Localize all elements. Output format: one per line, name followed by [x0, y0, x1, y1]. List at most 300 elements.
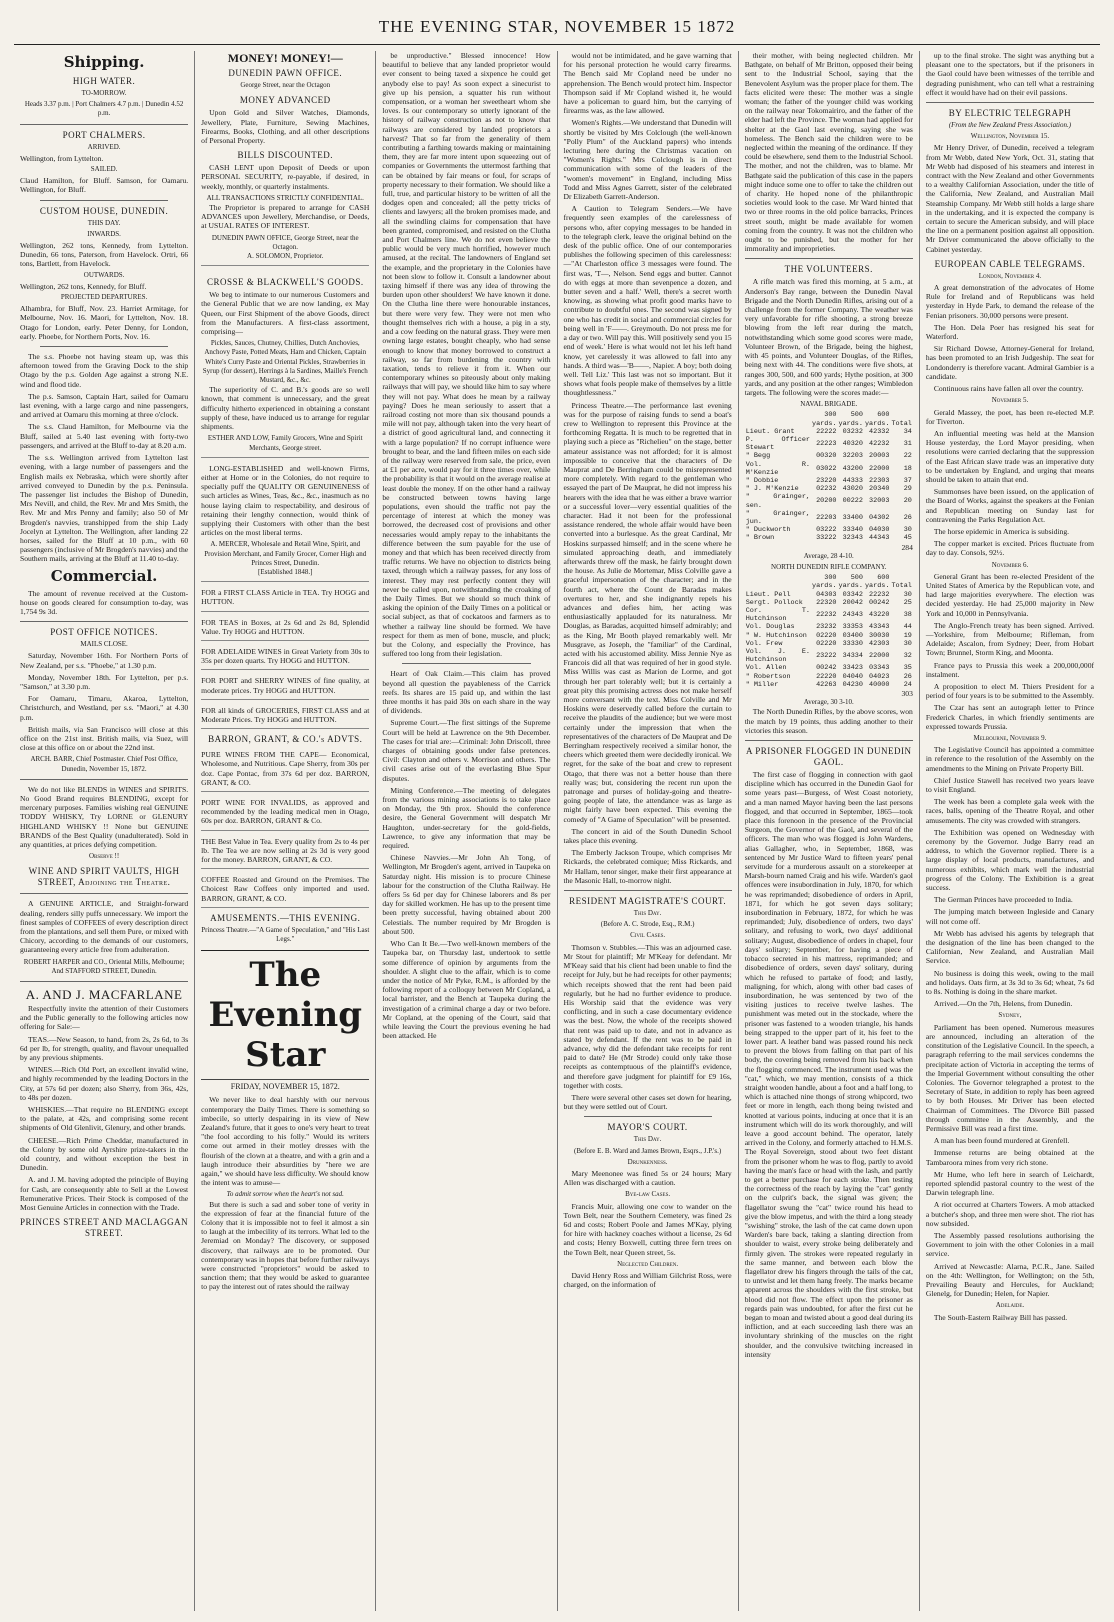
news-item: Heart of Oak Claim.—This claim has proved beyond all question the payableness of the Carrick reefs. Its shares are 15 paid up, and within the last three months it has paid 30s on each share in the way of dividends. [382, 669, 551, 716]
nov6-dateline: November 6. [991, 560, 1029, 569]
cable-item: The Legislative Council has appointed a committee in reference to the resolution of the Assembly on the amendments to the Mining on Private Property Bill. [925, 745, 1095, 773]
sailed-label: SAILED. [90, 165, 118, 174]
cable-item: General Grant has been re-elected President of the United States of America by the Republican vote, and had large majorities everywhere. The election was decided yesterday. He had 25,000 majority in New York and 10,000 in Pennsylvania. [925, 571, 1095, 618]
cable-item: Summonses have been issued, on the application of the Board of Works, against the speakers at the Fenian and Republican meeting on Sunday last for contravening the Parks Regulation Act. [925, 487, 1095, 524]
barron-advert: PURE WINES FROM THE CAPE— Economical, Wholesome, and Nutritious. Cape Sherry, from 30s per doz. Cape Pontac, from 37s 6d per doz. BARRON, GRANT, & CO. [201, 747, 369, 792]
leader-paragraph: But there is such a sad and sober tone of verity in the expression of fear at the financial future of the Colony that it is impossible not to feel it almost a sin to laugh at the imbecility of its terrors. What led to the Jeremiad on Monday? The discovery, or supposed discovery, that railways are to be promoted. Our contemporary was in hopes that before further railways were constructed "proprietors" would be asked to sanction them; that they would be asked to guarantee to pay the interest out of rates should the railway [201, 1199, 370, 1292]
score-cell: 18 [903, 464, 912, 473]
macfarlane-intro: Respectfully invite the attention of their Customers and the Public generally to the following articles now offering for Sale:— [20, 1004, 189, 1032]
evening-star-nameplate: The Evening Star [201, 950, 369, 1080]
cable-item: The Hon. Dela Poer has resigned his seat for Waterford. [925, 322, 1095, 342]
wellington-dateline: Wellington, November 15. [970, 132, 1050, 141]
pawn-office-title: DUNEDIN PAWN OFFICE. [228, 68, 343, 79]
cable-item: The copper market is excited. Prices fluctuate from day to day. Consols, 92½. [925, 539, 1095, 558]
score-cell: 25 [903, 598, 912, 607]
barron-advert: THE Best Value in Tea. Every quality from 2s to 4s per lb. The Tea we are now selling at 2s 3d is very good for the money. BARRON, GRANT, & CO. [201, 834, 369, 870]
score-row [745, 574, 913, 582]
score-row [745, 534, 913, 542]
post-paragraph: For Oamaru, Timaru, Akaroa, Lyttelton, Christchurch, and Westland, per s.s. "Maori," at 4.30 p.m. [20, 694, 189, 722]
score-cell: " Miller [745, 680, 779, 689]
cable-item: The Exhibition was opened on Wednesday with ceremony by the Governor. Judge Barry read an address, to which the Governor replied. There is a large display of local products, manufactures, and numerous exhibits, which mark well the industrial progress of the Colony. The Exhibition is a great success. [925, 827, 1095, 893]
mayor-before: (Before E. B. Ward and James Brown, Esqrs., J.P.'s.) [574, 1146, 722, 1155]
score-cell: 22232 [816, 611, 837, 620]
teas-item: TEAS.—New Season, to hand, from 2s, 2s 6d, to 3s 6d per lb, for strength, quality, and flavour unequalled by any previous shipments. [20, 1034, 189, 1063]
score-row [745, 582, 913, 590]
hogg-hutton-advert: FOR ADELAIDE WINES in Great Variety from 30s to 35s per dozen quarts. Try HOGG and HUTTON. [201, 644, 369, 670]
established-note: [Established 1848.] [258, 567, 313, 576]
post-paragraph: British mails, via San Francisco will close at this office on the 21st inst. British mails, via Suez, will close at this office on or about the 22nd inst. [20, 724, 189, 753]
issue-date: FRIDAY, NOVEMBER 15, 1872. [230, 1082, 340, 1092]
score-cell: 43200 [842, 464, 863, 473]
score-cell: 23222 [816, 652, 837, 661]
score-cell: 42263 [816, 680, 837, 689]
european-heading: EUROPEAN CABLE TELEGRAMS. [934, 258, 1086, 269]
court-paragraph: There were several other cases set down for hearing, but they were settled out of Court. [563, 1092, 732, 1112]
score-cell: 20 [903, 497, 912, 506]
score-cell: 20200 [816, 497, 837, 506]
score-cell: 00242 [869, 598, 890, 607]
outwards-label: OUTWARDS. [83, 270, 125, 279]
news-item: would not be intimidated, and he gave warning that for his personal protection he would carry firearms. The Bench said Mr Copland need be under no apprehension. The Bench would protect him. Inspector Thompson said if Mr Copland wished it, he would have a policeman to guard him, but the carrying of firearms was, as the law allowed. [563, 51, 732, 116]
score-cell: 31 [903, 440, 912, 449]
score-cell: 45 [903, 534, 912, 543]
score-cell: 30 [903, 639, 912, 648]
naval-average: Average, 28 4-10. [803, 551, 854, 560]
ndr-label: NORTH DUNEDIN RIFLE COMPANY. [771, 562, 887, 571]
score-cell [745, 582, 811, 590]
score-cell: 03342 [842, 590, 863, 599]
barron-heading: BARRON, GRANT, & CO.'s ADVTS. [208, 734, 363, 745]
cable-item: The jumping match between Ingleside and Canary will not come off. [925, 907, 1095, 926]
postmaster-signature: ARCH. BARR, Chief Postmaster. Chief Post Office, Dunedin, November 15, 1872. [30, 755, 178, 773]
score-cell: 42332 [869, 427, 890, 436]
civil-cases-label: Civil Cases. [630, 931, 666, 940]
shipping-paragraph: The p.s. Samson, Captain Hart, sailed for Oamaru last evening, with a large cargo and nine passengers, and arrived at Oamaru this morning at three o'clock. [20, 391, 189, 420]
score-cell: P. Officer Stewart [745, 435, 810, 453]
blends-advert: We do not like BLENDS in WINES and SPIRITS. No Good Brand requires BLENDING, except for mercenary purposes. Families wishing real GENUINE TODDY WHISKY, Try LORNE or GLENURY HIGHLAND WHISKY !! None but GENUINE BRANDS of the Best Quality (unadulterated). Sold in any quantities, at prices defying competition. [20, 784, 189, 849]
tide-table: Heads 3.37 p.m. | Port Chalmers 4.7 p.m. | Dunedin 4.52 p.m. [24, 100, 184, 118]
score-row [745, 452, 913, 460]
cable-item: A proposition to elect M. Thiers President for a period of four years is to be submitted to the Assembly. [925, 681, 1095, 701]
score-row [745, 493, 913, 509]
commercial-heading: Commercial. [50, 566, 158, 585]
score-cell: 37 [903, 476, 912, 485]
news-item: A Caution to Telegram Senders.—We have frequently seen examples of the carelessness of persons who, after copying messages to be handed in to the telegraph clerk, leave the original behind on the desk of the public office. One of our contemporaries publishes the following specimen of this carelessness:—"At Charleston office 3 messages were found. The first was, 'T—, Nelson. Send eggs and butter. Cannot do with eggs at more than sevenpence a dozen, and butter seven and a half.' Well, there's a secret worth knowing, as showing what profit good marks have to contribute to doubtful ones. The second was signed by one who has credit in social and commercial circles for being well in 'F——. Greymouth. Do not press me for a day or two. Will pay this. Will positively send you 15 end of week.' Here is what would not let his left hand know, yet carelessly it was allowed to fall into any hands. A third was—'B——, Napier. A boy; both doing well. Tell Liz.' This last was not so important. But it shows what fools people make of themselves by a little thoughtlessness." [563, 204, 732, 398]
post-paragraph: Saturday, November 16th. For Northern Ports of New Zealand, per s.s. "Phoebe," at 1.30 p.m. [20, 651, 189, 670]
score-cell: 40000 [869, 680, 890, 689]
score-cell: 44333 [842, 476, 863, 485]
esther-low-signature: ESTHER AND LOW, Family Grocers, Wine and Spirit Merchants, George street. [207, 434, 363, 452]
score-cell: Vol. Douglas [745, 623, 795, 632]
column-4 [558, 51, 739, 1611]
pawn-office-advert [201, 51, 369, 266]
bills-discounted: BILLS DISCOUNTED. [237, 150, 333, 161]
this-day-label: THIS DAY. [87, 218, 121, 227]
cable-item: Mr Hume, who left here in search of Leichardt, reported splendid pastoral country to the west of the Darwin telegraph line. [925, 1169, 1095, 1198]
score-cell: 23220 [816, 476, 837, 485]
score-cell: 600 [877, 574, 890, 583]
cable-item: The Czar has sent an autograph letter to Prince Frederick Charles, in which friendly sentiments are expressed towards Prussia. [925, 703, 1095, 731]
score-cell: yards. [812, 582, 837, 591]
macfarlane-closing: A. and J. M. having adopted the principle of Buying for Cash, are consequently able to Sell at the Lowest Remunerative Prices. Their Stock is composed of the Most Genuine Articles in connection with the Trade. [20, 1175, 189, 1213]
score-cell: 22232 [869, 590, 890, 599]
score-row [745, 428, 913, 436]
score-cell: 22 [903, 452, 912, 461]
score-cell: 33330 [842, 639, 863, 648]
score-cell: 26 [903, 513, 912, 522]
money-advanced: MONEY ADVANCED [239, 95, 331, 106]
telegraph-paragraph: Mr Henry Driver, of Dunedin, received a telegram from Mr Webb, dated New York, Oct. 31, stating that Mr Webb had disposed of his steamers and interest in contract with the New Zealand and other Governments to a wealthy Californian Association, under the title of the California, New Zealand, and Australian Mail Steamship Company. Mr Webb still holds a large share in the undertaking, and it is expected the company is certain to secure the American subsidy, and will place the line on a permanent position against all opposition. Mr Driver communicated the above officially to the Cabinet yesterday. [925, 143, 1095, 254]
score-cell: 32 [903, 652, 912, 661]
score-cell: " Brown [745, 534, 775, 543]
cable-item: Arrived.—On the 7th, Helens, from Dunedin. [933, 999, 1073, 1009]
score-cell: 600 [877, 411, 890, 420]
leader-paragraph: We never like to deal harshly with our nervous contemporary the Daily Times. There is something so imbecile, so utterly despairing in its view of New Zealand's future, that it goes to one's very heart to treat "the fool according to his folly." Would its writers come out armed in their motley dresses with the flourish of the clown at a theatre, and with a grin and a laugh introduce their absurdities by "here we are again," we should have less difficulty. We should know the intent was to amuse— [201, 1095, 370, 1188]
score-cell: Lieut. Pell [745, 590, 791, 599]
commercial-paragraph: The amount of revenue received at the Custom-house on goods cleared for consumption to-day, was 1,754 9s 3d. [20, 588, 189, 616]
cable-item: The German Princes have proceeded to India. [933, 895, 1073, 905]
score-cell: 44343 [869, 534, 890, 543]
news-item: Chinese Navvies.—Mr John Ah Tong, of Wellington, Mr Brogden's agent, arrived in Taupeka on Saturday night. His mission is to procure Chinese labour for the construction of the Clutha Railway. He offers 5s 6d per day for Chinese laborers and 8s per day for skilled workmen. He has up to the present time been pretty successful, having obtained about 200 Celestials. The number required by Mr Brogden is about 500. [382, 853, 551, 936]
score-cell: 04303 [816, 590, 837, 599]
news-item: Supreme Court.—The first sittings of the Supreme Court will be held at Lawrence on the 9th December. The cases for trial are:—Criminal: John Driscoll, three charges of obtaining goods under false pretences. Civil: Clayton and others v. Morrison and others. The civil cases arise out of the everlasting Blue Spur disputes. [382, 718, 551, 783]
observe-label: Observe !! [88, 852, 120, 861]
score-cell: 22320 [816, 598, 837, 607]
news-item: The Emberly Jackson Troupe, which comprises Mr Rickards, the celebrated comique; Miss Rickards, and Mr Hallam, tenor singer, make their first appearance at the Masonic Hall, to-morrow night. [563, 848, 732, 885]
high-water-heading: HIGH WATER. [72, 76, 136, 86]
score-cell: 32003 [869, 497, 890, 506]
score-cell: " Robertson [745, 672, 791, 681]
mails-close-label: MAILS CLOSE. [80, 640, 128, 649]
crosse-blackwell-advert [201, 269, 369, 457]
pawn-text: Upon Gold and Silver Watches, Diamonds, Jewellery, Plate, Furniture, Sewing Machines, Firearms, Books, Clothing, and all other descriptions of Personal Property. [201, 108, 370, 146]
naval-total: 284 [901, 542, 913, 552]
princes-street-footer: PRINCES STREET AND MACLAGGAN STREET. [20, 1217, 189, 1239]
score-cell: 04230 [842, 680, 863, 689]
score-row [745, 461, 913, 477]
score-cell: Cor. T. Hutchinson [745, 606, 810, 624]
rm-before: (Before A. C. Strode, Esq., R.M.) [600, 920, 695, 929]
score-cell: Vol. Allen [745, 664, 787, 673]
hogg-hutton-advert: FOR TEAS in Boxes, at 2s 6d and 2s 8d, Splendid Value. Try HOGG and HUTTON. [201, 615, 369, 641]
cable-item: The South-Eastern Railway Bill has passed. [933, 1312, 1068, 1322]
wines-item: WINES.—Rich Old Port, an excellent invalid wine, and highly recommended by the leading Doctors in the City, at 57s 6d per dozen; also Sherry, from 36s, 42s, to 48s per dozen. [20, 1065, 189, 1102]
score-cell: 33400 [842, 513, 863, 522]
score-cell: 35 [903, 664, 912, 673]
score-row [745, 436, 913, 452]
money-heading: MONEY! MONEY!— [227, 51, 343, 65]
whiskies-item: WHISKIES.—That require no BLENDING except to the palate, at 42s, and comprising some recent shipments of Old Glenlivit, Glenury, and other brands. [20, 1105, 189, 1133]
prisoner-continued: up to the final stroke. The sight was anything but a pleasant one to the spectators, but if the prisoners in the Gaol could have been witnesses of the terrible and degrading punishment, who can tell what a restraining effect it would have had on their evil passions. [925, 51, 1095, 97]
score-cell: 33423 [842, 664, 863, 673]
score-cell: 00222 [842, 497, 863, 506]
naval-brigade-label: NAVAL BRIGADE. [800, 400, 858, 409]
news-item: Mining Conference.—The meeting of delegates from the various mining associations is to take place on Monday, the 9th prox. Should the conference desire, the General Government will despatch Mr Haughton, under-secretary for the gold-fields, Lawrence, to give any information that may be required. [382, 785, 551, 851]
score-cell: 22303 [869, 476, 890, 485]
adelaide-dateline: Adelaide. [995, 1301, 1025, 1310]
cable-item: Immense returns are being obtained at the Tambaroora mines from very rich stone. [925, 1148, 1095, 1167]
leader-quote: To admit sorrow when the heart's not sad. [226, 1190, 344, 1199]
score-cell: 22203 [816, 513, 837, 522]
telegraph-heading: BY ELECTRIC TELEGRAPH [948, 108, 1072, 119]
crosse-heading: CROSSE & BLACKWELL'S GOODS. [206, 277, 364, 288]
score-row [745, 485, 913, 493]
score-row [745, 526, 913, 534]
ndr-total: 303 [901, 689, 913, 699]
score-cell [745, 411, 811, 419]
court-paragraph: Mary Meenonee was fined 5s or 24 hours; Mary Allen was discharged with a caution. [563, 1168, 732, 1188]
shipping-paragraph: The s.s. Claud Hamilton, for Melbourne via the Bluff, sailed at 5.40 last evening with forty-two passengers, and arrived at the Bluff to-day at 8.20 a.m. [20, 422, 189, 450]
score-row [745, 681, 913, 689]
shipping-heading: Shipping. [63, 53, 145, 71]
score-cell: 38 [903, 611, 912, 620]
cable-item: Chief Justice Stawell has received two years leave to visit England. [925, 775, 1095, 795]
score-cell: 22000 [869, 464, 890, 473]
london-dateline: London, November 4. [978, 271, 1042, 280]
telegraph-source: (From the New Zealand Press Association.) [948, 121, 1072, 130]
cash-text: CASH LENT upon Deposit of Deeds or upon PERSONAL SECURITY, re-payable, if desired, in weekly, monthly, or quarterly instalments. [201, 163, 370, 191]
score-cell: 02220 [816, 639, 837, 648]
volunteers-heading: THE VOLUNTEERS. [784, 264, 873, 275]
court-continued: their mother, with being neglected children. Mr Bathgate, on behalf of Mr Britton, opposed their being sent to the Industrial School, saying that the Benevolent Asylum was the proper place for them. The facts elicited were these: The mother was a single woman; the father of the younger child was working on the railway near Tokomairiro, and the father of the elder had left the Province. The woman had applied for shelter at the Gaol last evening, saying she was homeless. The Bench said the children were to be neglected within the meaning of the ordinance. If they could be elsewhere, send them to the Industrial School. The mother, and not the children, was to blame. Mr Bathgate said the publication of this case in the papers might induce some one to offer to take the children out of charity. He hoped none of the philanthropic societies would look to the case. Mr Ward hinted that two or three rooms in the old police barracks, Princes street south, might be made available for women coming from the country. It was not the children who ought to be punished, but the mother for her immorality and improprieties. [744, 51, 913, 254]
inwards-text: Wellington, 262 tons, Kennedy, from Lyttelton. Dunedin, 66 tons, Paterson, from Havelock. Ortri, 66 tons, Bartlett, from Havelock. [20, 241, 189, 269]
prisoner-paragraph: The first case of flogging in connection with gaol discipline which has occurred in the Dunedin Gaol for some years past—Burgess, of West Coast notoriety, and a man named Mayor having been the last persons flogged, and that occurred in September, 1865—took place this forenoon in the presence of the Provincial Surgeon, the Governor of the Gaol, and several of the officers. The man who was flogged is John Wardens, alias Gallagher, who, in September, 1868, was sentenced by Mr Justice Ward to fifteen years' penal servitude for a murderous assault on a storekeeper at Marsh-bourn named Craig and his wife. Warden's gaol offences were insubordination in July, 1870, for which he was reprimanded; disobedience of orders in April, 1871, for which he got seven days solitary; insubordination in February, 1872, for which he was reprimanded; July, disobedience of orders, two days' solitary, and refusing to work, two days' additional solitary; August, disobedience of orders in chapel, four days' solitary; September, for having a piece of tobacco secreted in his mattress, reprimanded; and disobedience of orders, seven days' solitary, during which he refused to partake of food; and lastly, maligning, for which, along with other bad cases of insubordination, he was sentenced by two of the visiting justices to receive twelve lashes. The punishment was meted out in the stockade, where the prisoner was fastened to a wooden triangle, his hands being strapped to the upper part of it, his feet to the lower part. A leather band was passed round his neck to prevent the blows from falling on that part of his body, the covering being removed from his back when the flogging commenced. The instrument used was the "cat," which, we may mention, consists of a thick straight wooden handle, about a foot and a half long, to which is attached nine thongs of strong whipcord, two feet or more in length, each thong being twisted and knotted at various points, inducing at once that it is an instrument which will do its work thoroughly, and will leave a good account behind. The operator, lately arrived in the Colony, and formerly attached to H.M.S. The Royal Sovereign, stood about two feet distant from the prisoner whom he was to flog, partly to avoid having the man's face or head with the lash, and partly to get a better purchase for each stroke. Then testing the correctness of the reach by laying the "cat" gently on the culprit's back, the signal was given; the flagellator swung the "cat" twice round his head to give the blow impetus, and with the third a long steady "swishing" stroke, the lash of the cat came down upon Warden's bare back, taking a slanting direction from shoulder to waist, every stroke being deliberately and firmly given. The strokes were repeated regularly in the same manner, and between each blow the flagellator drew his fingers through the tails of the cat, to untwist and let them hang freely. The marks became apparent across the shoulders with the first stroke, but blood did not flow. The effect upon the prisoner as regards pain was undoubted, for after the first cut he began to moan and twisted about a good deal during its infliction, and at each succeeding lash there was an involuntary shrinking of the muscles on the right shoulder, and the convulsive twitching increased in intensity [744, 770, 913, 1359]
score-cell: 22000 [869, 652, 890, 661]
melbourne-dateline: Melbourne, November 9. [973, 734, 1047, 742]
crosse-text: We beg to intimate to our numerous Customers and the General Public that we are now landing, ex May Queen, our First Shipment of the above Goods, direct from the Manufacturers. A first-class assortment, comprising— [201, 290, 370, 337]
score-cell: 04030 [869, 526, 890, 535]
cable-item: Mr Webb has advised his agents by telegraph that the designation of the line has been changed to the Californian, New Zealand, and Australian Mail Service. [925, 928, 1095, 966]
score-cell: 29 [903, 485, 912, 494]
coffee-advert: A GENUINE ARTICLE, and Straight-forward dealing, renders silly puffs unnecessary. We import the finest samples of COFFEES of every description direct from the plantations, and sell them Pure, or mixed with Chicory, according to the demands of our customers, guaranteeing every article free from adulteration. [20, 899, 189, 955]
wine-vaults-heading: WINE AND SPIRIT VAULTS, HIGH STREET, Adjoining the Theatre. [28, 866, 180, 888]
score-cell: 02220 [816, 631, 837, 640]
score-row [745, 477, 913, 485]
score-cell: 500 [850, 411, 863, 420]
score-row [745, 640, 913, 648]
prisoner-heading: A PRISONER FLOGGED IN DUNEDIN GAOL. [746, 746, 912, 768]
score-cell: 24343 [842, 611, 863, 620]
cable-item: The Anglo-French treaty has been signed. Arrived.—Yorkshire, from Melbourne; Rifleman, from Adelaide; Ascalon, from Sydney; Deer, from Hobart Town; Brunnel, Storm King, and Moonta. [925, 620, 1095, 658]
hogg-hutton-advert: FOR PORT and SHERRY WINES of fine quality, at moderate prices. Try HOGG and HUTTON. [201, 673, 369, 699]
score-cell [890, 574, 912, 582]
score-cell: 20042 [842, 598, 863, 607]
shipping-paragraph: The s.s. Phoebe not having steam up, was this afternoon towed from the Graving Dock to the ship Otago by the p.s. Golden Age against a strong N.E. wind and flood tide. [20, 352, 189, 389]
cable-item: Continuous rains have fallen all over the country. [933, 384, 1084, 394]
nov5-dateline: November 5. [991, 396, 1029, 405]
leader-continued: be unproductive." Blessed innocence! How beautiful to believe that any landed proprietor would ever consent to being taxed a sixpence he could get anybody else to pay! As soon expect a sinecurist to give up his pension, a squatter his run without compensation, or a woman her sweetheart whom she loves. Is our contemporary so utterly ignorant of the history of railway construction as not to know that railways are considered by landed proprietors a harvest? That so far from the generality of them contributing a farthing towards making or maintaining them, they are far more intent upon squeezing out of companies or Governments the uttermost farthing that can be obtained by fair means or foul, for scraps of property necessary to their formation. We should like a full, true, and particular history to be written of all the dodges open and concealed; all the petty tricks of clients and lawyers; all the broken promises made, and all the swindling claims for compensation that have been granted, compromised, and resisted on the Clutha and Port Chalmers line. We do not even believe the public would be very much horrified, however much amused, at the recital. The landowners of England set the example, and the proprietary in the Colonies have not been slow to follow it. Consult a landowner about taxing himself if there was any idea of throwing the burden upon other shoulders! We have known it done. On the Clutha line there were honourable instances, but there were very few. They were not men who thought themselves rich with a house, a pig in a sty, and a cow feeding on the natural grass. They were men owning large estates, bought cheaply, who had sense enough to know that money borrowed to construct a railway, so far from burdening the country with taxation, tends to relieve it from it. When our contemporary whines so piteously about only making railways that will pay, we should like him to say where they will not pay. What does he mean by a railway paying? Does he mean seriously to assert that a railroad costing not more than six thousand pounds a mile will not pay, although taken into the very heart of a district of good agricultural land, and connecting it with a large population? If no corrupt influence were brought to bear, and the land fifteen miles on each side of the railway were reserved from sale, the price, even at £1 per acre, would pay for it three times over, while the probability is that it would on the average realise at least double the money. If on the other hand a railway be constructed between towns having large populations, even should the traffic not pay the percentage of interest at which the money was borrowed, the decreased cost of provisions and other necessaries would amply repay to the inhabitants the difference between the sum payable for the use of money and that which has been received directly from traffic returns. We have no objection to districts being taxed, through which a railway passes, for any loss of interest. They may rest perfectly content they will never be called upon, notwithstanding the croaking of the Daily Times. But we should so much think of asking the opinion of the Daily Times on a political or social subject, as that of cockatoos and farmers as to whether a railway line should be formed. We have respect for them as men of bone, muscle, and pluck; but the Colony, and especially the Province, has suffered too long from their legislation. [382, 51, 551, 659]
score-cell: 33353 [842, 623, 863, 632]
mayors-court-heading: MAYOR'S COURT. [607, 1122, 688, 1133]
score-row [745, 599, 913, 607]
court-paragraph: Thomson v. Stubbles.—This was an adjourned case. Mr Stout for plaintiff; Mr M'Keay for defendant. Mr M'Keay said that his client had been unable to find the receipt for July, but he had receipts for other payments; which receipts showed that the rent had been paid regularly, but he had no further evidence to produce. His Worship said that the evidence was very conflicting, and in such a case documentary evidence was the best. Now, the whole of the receipts showed that rent was paid up to date, and not in advance as stated by defendant. If the rent was to be paid in advance, why did the defendant take receipts for rent paid to date? He (Mr Strode) could only take those receipts as contemptuous of the plaintiff's evidence, and therefore gave judgment for plaintiff for £9 16s, together with costs. [563, 942, 732, 1090]
score-cell: " Duckworth [745, 526, 791, 535]
score-cell: 40320 [842, 440, 863, 449]
score-cell: yards. [864, 582, 890, 591]
score-cell: 43020 [842, 485, 863, 494]
sailed-text: Claud Hamilton, for Bluff. Samson, for Oamaru. Wellington, for Bluff. [20, 176, 189, 195]
rm-court-heading: RESIDENT MAGISTRATE'S COURT. [569, 896, 727, 907]
tomorrow-label: TO-MORROW. [81, 89, 127, 97]
sydney-dateline: Sydney, [998, 1011, 1022, 1020]
score-cell: 43220 [869, 611, 890, 620]
news-item: Who Can It Be.—Two well-known members of the Taupeka bar, on Thursday last, undertook to settle some difference of opinion by arguments from the shoulder. A slight clue to the affair, which is to come under the notice of Mr Pyke, R.M., is afforded by the following report of a colloquy between Mr Copland, a local barrister, and the Bench at Taupeka during the investigation of a criminal charge a day or two before. Mr Copland, at the opening of the Court, said that while leaving the Court the previous evening he had been attacked. He [382, 939, 551, 1041]
column-5 [739, 51, 920, 1611]
score-cell [745, 574, 811, 582]
score-cell: Total [891, 419, 912, 428]
harper-signature: ROBERT HARPER and CO., Oriental Mills, Melbourne; And STAFFORD STREET, Dunedin. [23, 957, 185, 975]
score-row [745, 623, 913, 631]
macfarlane-heading: A. AND J. MACFARLANE [25, 987, 183, 1003]
cable-item: France pays to Prussia this week a 200,000,000f instalment. [925, 660, 1095, 679]
score-cell: 02232 [816, 485, 837, 494]
score-cell: 03222 [816, 526, 837, 535]
crosse-text-2: The superiority of C. and B.'s goods are so well known, that comment is unnecessary, and the great difficulty hitherto experienced in obtaining a constant supply of these, have induced us to arrange for regular shipments. [201, 385, 370, 432]
score-cell: 24 [903, 680, 912, 689]
cable-item: The week has been a complete gala week with the races, balls, opening of the Theatre Royal, and other amusements. The city was crowded with strangers. [925, 797, 1095, 825]
score-cell: 34334 [842, 652, 863, 661]
mayor-day: This Day. [633, 1135, 662, 1144]
solomon-signature: A. SOLOMON, Proprietor. [247, 252, 324, 261]
score-cell: 03343 [869, 664, 890, 673]
score-cell: Vol. J. E. Hutchinson [745, 648, 810, 665]
score-cell: " Grainger, jun. [745, 509, 810, 526]
score-cell: " Grainger, sen. [745, 493, 810, 510]
barron-advert: PORT WINE FOR INVALIDS, as approved and recommended by the leading medical men in Otago, 60s per doz. BARRON, GRANT & Co. [201, 795, 369, 831]
volunteers-result: The North Dunedin Rifles, by the above scores, won the match by 19 points, thus adding another to their victories this season. [744, 707, 913, 735]
score-row [745, 648, 913, 664]
customs-heading: CUSTOM HOUSE, DUNEDIN. [39, 205, 169, 216]
score-cell: 42303 [869, 639, 890, 648]
court-paragraph: Francis Muir, allowing one cow to wander on the Town Belt, near the Southern Cemetery, was fined 2s 6d and costs; Robert Poole and James M'Kay, plying for hire with hackney coaches without a license, 2s 6d and costs; Henry Boxwell, cutting three fern trees on the Town Belt, near Queen street, 5s. [563, 1201, 732, 1257]
column-grid [14, 51, 1100, 1611]
port-chalmers-heading: PORT CHALMERS. [62, 129, 146, 140]
score-cell: 19 [903, 631, 912, 640]
score-cell: 00320 [816, 452, 837, 461]
arrived-text: Wellington, from Lyttelton. [20, 153, 104, 163]
ndr-score-table [745, 574, 913, 689]
score-cell: 34 [903, 427, 912, 436]
score-cell: 22220 [816, 672, 837, 681]
cable-item: A riot occurred at Charters Towers. A mob attacked a butcher's shop, and three men were shot. The riot has now subsided. [925, 1200, 1095, 1228]
cable-item: An influential meeting was held at the Mansion House yesterday, the Lord Mayor presiding, when resolutions were carried declaring that the suppression of the East African slave trade was an imperative duty to be undertaken by England, and urging that means should be taken to attain that end. [925, 428, 1095, 484]
score-cell: " W. Hutchinson [745, 631, 807, 640]
cable-item: No business is doing this week, owing to the mail and holidays. Oats firm, at 3s 3d to 3s 6d; wheat, 7s 6d to 8s. Nothing is doing in the share market. [925, 968, 1095, 997]
cable-item: Parliament has been opened. Numerous measures are announced, including an alteration of the constitution of the Legislative Council. In the speech, a paragraph referring to the mail services condemns the precipitate action of Victoria in accepting the terms of the Imperial Government without consulting the other Colonies. The Governor telegraphed a protest to the Secretary of State, in addition to reply has been agreed to by both Houses. Mr Driver has been elected Chairman of Committees. The Divorce Bill passed through committee in the Assembly, and the Permissive Bill was read a first time. [925, 1022, 1095, 1133]
projected-text: Alhambra, for Bluff, Nov. 23. Harriet Armitage, for Melbourne, Nov. 16. Maori, for Lyttelton, Nov. 18. Otago for London, early. Peter Denny, for London, early. Phoebe, for Northern Ports, Nov. 16. [20, 304, 189, 341]
amusements-heading: AMUSEMENTS.—THIS EVENING. [210, 912, 361, 923]
score-cell: Lieut. Grant [745, 427, 795, 436]
score-cell: 20340 [869, 485, 890, 494]
score-row [745, 411, 913, 419]
score-row [745, 607, 913, 623]
score-cell: 22222 [816, 427, 837, 436]
outwards-text: Wellington, 262 tons, Kennedy, for Bluff. [20, 281, 147, 291]
score-cell: 33222 [816, 534, 837, 543]
score-cell: 00242 [816, 664, 837, 673]
drunkenness-label: Drunkenness. [627, 1157, 668, 1166]
score-cell: " J. M'Kenzie [745, 485, 799, 494]
barron-advert: COFFEE Roasted and Ground on the Premises. The Choicest Raw Coffees only imported and used. BARRON, GRANT, & CO. [201, 872, 369, 908]
score-cell: Sergt. Pollock [745, 598, 803, 607]
score-cell: 26 [903, 672, 912, 681]
column-2 [195, 51, 376, 1611]
score-cell: 30 [903, 526, 912, 535]
score-cell: 23232 [816, 623, 837, 632]
mercer-text: LONG-ESTABLISHED and well-known Firms, either at Home or in the Colonies, do not require to specially puff the QUALITY OR GENUINENESS of such articles as Wines, Teas, &c., &c., inasmuch as no house laying claim to respectability, and desirous of retaining their lengthy connection, would think of supplying their Customers with other than the best articles on the most liberal terms. [201, 463, 370, 538]
hogg-hutton-advert: FOR a FIRST CLASS Article in TEA. Try HOGG and HUTTON. [201, 585, 369, 611]
score-cell: 43343 [869, 623, 890, 632]
score-row [745, 420, 913, 428]
cable-item: Sir Richard Dowse, Attorney-General for Ireland, has been promoted to an Irish Judgeship. The seat for Londonderry is therefore vacant. Admiral Gambier is a candidate. [925, 344, 1095, 381]
score-cell: Vol. Frew [745, 639, 783, 648]
score-cell: 32343 [842, 534, 863, 543]
score-cell: yards. [864, 419, 890, 428]
score-cell: 300 [824, 574, 837, 583]
score-cell: 30 [903, 590, 912, 599]
court-paragraph: David Henry Ross and William Gilchrist Ross, were charged, on the information of [563, 1270, 732, 1290]
neglected-label: Neglected Children. [617, 1259, 679, 1268]
pawn-address-2: DUNEDIN PAWN OFFICE, George Street, near the Octagon. [211, 233, 359, 251]
rm-day: This Day. [633, 909, 662, 918]
inwards-label: INWARDS. [87, 229, 121, 238]
score-cell: 20003 [869, 452, 890, 461]
score-cell: 04023 [869, 672, 890, 681]
news-item: The concert in aid of the South Dunedin School takes place this evening. [563, 826, 732, 846]
pickles-list: Pickles, Sauces, Chutney, Chillies, Dutch Anchovies, Anchovy Paste, Potted Meats, Ham and Chicken, Captain White's Curry Paste and Oriental Pickles, Strawberries in Syrup (for dessert), Herrings à la Sardines, Maille's French Mustard, &c., &c. [202, 339, 368, 385]
score-cell: 42232 [869, 440, 890, 449]
news-item: Women's Rights.—We understand that Dunedin will shortly be visited by Mrs Colclough (the well-known "Polly Plum" of the Auckland papers) who intends lecturing here during the Christmas vacation on "Women's Rights." Mrs Colclough is in direct communication with some of the leaders of the "women's movement" in England, including Miss Todd and Miss Agnes Garrett, sister of the celebrated Dr Elizabeth Garrett-Anderson. [563, 118, 732, 202]
post-office-heading: POST OFFICE NOTICES. [50, 627, 158, 638]
score-cell [745, 420, 811, 428]
score-cell: yards. [812, 419, 837, 428]
score-cell: 03232 [842, 427, 863, 436]
ndr-average: Average, 30 3-10. [803, 698, 854, 707]
score-cell: 33340 [842, 526, 863, 535]
column-1 [14, 51, 195, 1611]
score-cell: " Begg [745, 452, 771, 461]
score-cell: 500 [850, 574, 863, 583]
score-row [745, 510, 913, 526]
projected-label: PROJECTED DEPARTURES. [60, 293, 148, 302]
score-row [745, 673, 913, 681]
page-masthead [14, 10, 1100, 45]
news-item: Princess Theatre.—The performance last evening was for the purpose of raising funds to send a boat's crew to Wellington to represent this Province at the forthcoming Regatta. It is much to be regretted that in playing such a piece as "Richelieu" on the stage, better amateur assistance was not afforded; for it is almost impossible to conceive that the characters of De Mauprat and De Berringham could be misrepresented more completely. With regard to the gentleman who essayed the part of De Mauprat, he did not impress his hearers with the idea that he was either a brave warrior or a successful lover—very essential qualities of the character. Had it not been for the professional assistance rendered, the whole affair would have been converted into a burlesque. As the great Cardinal, Mr Hoskins surpassed himself; and in the scene where he simulated approaching death, and immediately afterwards threw off the mask, he fairly brought down the house. As Julie de Mortemar, Miss Colville gave a graceful impersonation of the character; and in the fourth act, where the Count de Baradas makes overtures to her, and she indignantly repels his advances and defies him, her acting was enthusiastically applauded for its naturalness. Mr Douglas, as Baradas, acquitted himself admirably; and as the King, Mr Booth played remarkably well. Mr Musgrave, as Joseph, the "familiar" of the Cardinal, acted with his accustomed ability. Miss Jennie Nye as Francois did all that was required of her in good style. Miss Willis was cast as Marion de Lorme, and got through her part tolerably well; but it is certainly a great pity this promising actress does not make herself more conversant with the text. Miss Colville and Mr Hoskins were deservedly called before the curtain to receive the plaudits of the audience; but we were most certainly under the impression that when the representatives of the characters of De Mauprat and De Berringham respectively received a similar honor, the cheers which greeted them were decidedly ironical. We regret, for the sake of the boat and crew to represent Otago, that there was not a better house than there really was; but, considering the recent run upon the patronage and purses of holiday-going and theatre-going people of late, the attendance was as large as might fairly have been expected. This evening the comedy of "A Game of Speculation" will be presented. [563, 400, 732, 824]
cheese-item: CHEESE.—Rich Prime Cheddar, manufactured in the Colony by some old Ayrshire prize-takers in the old country, and without exception the best in Dunedin. [20, 1135, 189, 1173]
score-cell: yards. [838, 582, 863, 591]
score-cell: 32203 [842, 452, 863, 461]
score-cell: 22223 [816, 440, 837, 449]
column-6 [920, 51, 1100, 1611]
confidential-note: ALL TRANSACTIONS STRICTLY CONFIDENTIAL. [206, 193, 364, 202]
cable-item: The horse epidemic in America is subsiding. [933, 526, 1070, 536]
mercer-signature: A. MERCER, Wholesale and Retail Wine, Spirit, and Provision Merchant, and Family Grocer, Corner High and Princes Street, Dunedin. [204, 540, 367, 567]
score-row [745, 591, 913, 599]
score-cell: 04040 [842, 672, 863, 681]
score-cell: 44 [903, 623, 912, 632]
score-cell: 03022 [816, 464, 837, 473]
score-cell: yards. [838, 419, 863, 428]
score-cell: 04302 [869, 513, 890, 522]
score-cell: Vol. R. M'Kenzie [745, 460, 810, 477]
cable-item: A great demonstration of the advocates of Home Rule for Ireland and of Republicans was held yesterday in Hyde Park, to demand the release of the Fenian prisoners. 30,000 persons were present. [925, 283, 1095, 320]
score-row [745, 664, 913, 672]
mercer-advert [201, 461, 369, 582]
shipping-paragraph: The s.s. Wellington arrived from Lyttelton last evening, with a large number of passengers and the English mails ex Nebraska, which were shortly after arrived conveyed to Dunedin by the p.s. Peninsula. The passenger list includes the Bishop of Dunedin, Mrs Nevill, and child, the Rev. Mr and Mrs Smith, the Rev. Mr and Mrs Penny and family; also 50 of Mr Brogden's navvies, transhipped from the ship Lady Jocelyn at Lyttelton. The Wellington, after landing 22 horses, sailed for the Bluff at 10 p.m., with 60 passengers (inclusive of Mr Brogden's navvies) and the Southern mails, arriving at the Bluff at 11.40 to-day. [20, 453, 189, 564]
post-paragraph: Monday, November 18th. For Lyttelton, per p.s. "Samson," at 3.30 p.m. [20, 672, 189, 691]
score-cell: Total [891, 582, 912, 591]
cable-item: A man has been found murdered at Grenfell. [933, 1136, 1070, 1146]
